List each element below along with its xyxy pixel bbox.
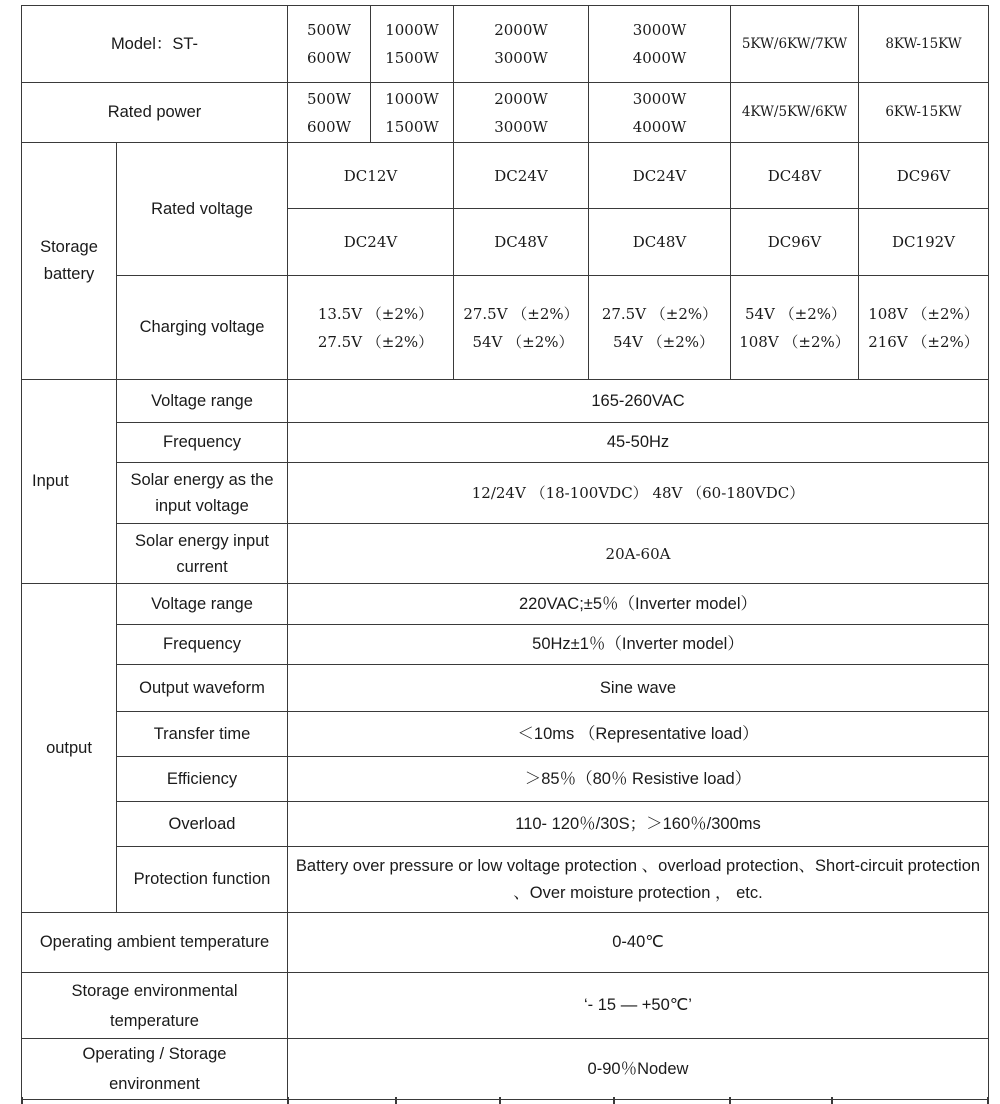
model-cell-6: 8KW-15KW	[859, 6, 989, 83]
model-label: Model：ST-	[22, 6, 288, 83]
model-value: 1000W	[385, 21, 439, 39]
charging-voltage-cell	[731, 276, 859, 380]
rated-power-cell-6: 6KW-15KW	[859, 83, 989, 143]
output-row-value: 50Hz±1％（Inverter model）	[288, 625, 989, 665]
input-row-value: 20A-60A	[288, 524, 989, 584]
table-border	[499, 1097, 501, 1104]
model-value: 2000W	[494, 21, 548, 39]
rated-power-cell-5: 4KW/5KW/6KW	[731, 83, 859, 143]
input-row-label: Voltage range	[117, 380, 288, 423]
rated-voltage-value: DC24V	[288, 209, 454, 276]
output-row-label: Protection function	[117, 847, 288, 913]
charging-voltage-value: 27.5V （±2%）	[317, 332, 434, 351]
model-value: 4000W	[632, 49, 687, 67]
charging-voltage-value: 27.5V （±2%）	[601, 304, 718, 323]
model-cell-3	[454, 6, 589, 83]
charging-voltage-cell	[859, 276, 989, 380]
humidity-label: Operating / Storage environment	[22, 1039, 288, 1100]
rated-voltage-value: DC24V	[454, 143, 589, 209]
rated-power-value: 500W	[306, 89, 352, 108]
input-row	[22, 524, 989, 584]
storage-temperature-row	[22, 973, 989, 1039]
storage-battery-group-label: Storage battery	[22, 143, 117, 380]
output-row	[22, 625, 989, 665]
rated-voltage-value: DC48V	[731, 143, 859, 209]
table-border	[831, 1097, 833, 1104]
model-value: 3000W	[494, 49, 548, 67]
model-value: 1500W	[385, 49, 439, 67]
charging-voltage-cell	[454, 276, 589, 380]
charging-voltage-value: 108V （±2%）	[739, 332, 850, 351]
rated-power-cell-4	[589, 83, 731, 143]
table-border	[987, 1097, 989, 1104]
rated-voltage-row-1	[22, 143, 989, 209]
output-row	[22, 665, 989, 712]
rated-voltage-value: DC12V	[288, 143, 454, 209]
input-row-value: 12/24V （18-100VDC） 48V （60-180VDC）	[288, 463, 989, 524]
rated-power-cell-1	[288, 83, 371, 143]
charging-voltage-value: 108V （±2%）	[868, 304, 979, 323]
specification-table	[21, 5, 989, 1100]
charging-voltage-row	[22, 276, 989, 380]
storage-temperature-value: ‘- 15 — +50℃’	[288, 973, 989, 1039]
input-row-value: 45-50Hz	[288, 423, 989, 463]
output-row-value: 220VAC;±5％（Inverter model）	[288, 584, 989, 625]
humidity-value: 0-90％Nodew	[288, 1039, 989, 1100]
output-row-value: Battery over pressure or low voltage protection 、overload protection、Short-circuit protection 、Over moisture protection ， etc.	[288, 847, 989, 913]
operating-temperature-row	[22, 913, 989, 973]
rated-power-value: 3000W	[494, 117, 548, 136]
rated-power-cell-2	[371, 83, 454, 143]
table-border	[613, 1097, 615, 1104]
output-row-label: Voltage range	[117, 584, 288, 625]
input-row-label: Frequency	[117, 423, 288, 463]
charging-voltage-value: 54V （±2%）	[472, 332, 574, 351]
model-cell-1	[288, 6, 371, 83]
rated-voltage-value: DC96V	[859, 143, 989, 209]
model-value: 500W	[306, 21, 352, 39]
rated-power-row	[22, 83, 989, 143]
table-border	[395, 1097, 397, 1104]
output-row-label: Overload	[117, 802, 288, 847]
output-row	[22, 847, 989, 913]
rated-power-value: 1000W	[385, 89, 439, 108]
charging-voltage-label: Charging voltage	[117, 276, 288, 380]
output-row-value: 110- 120％/30S；＞160％/300ms	[288, 802, 989, 847]
output-row-label: Output waveform	[117, 665, 288, 712]
rated-power-label: Rated power	[22, 83, 288, 143]
rated-voltage-value: DC48V	[589, 209, 731, 276]
rated-power-value: 2000W	[494, 89, 548, 108]
output-row	[22, 712, 989, 757]
output-row-value: Sine wave	[288, 665, 989, 712]
operating-temperature-value: 0-40℃	[288, 913, 989, 973]
rated-voltage-value: DC48V	[454, 209, 589, 276]
input-row	[22, 423, 989, 463]
charging-voltage-value: 216V （±2%）	[868, 332, 979, 351]
model-cell-4	[589, 6, 731, 83]
input-row	[22, 463, 989, 524]
rated-voltage-value: DC24V	[589, 143, 731, 209]
output-row-value: ＞85％（80％ Resistive load）	[288, 757, 989, 802]
charging-voltage-value: 54V （±2%）	[612, 332, 715, 351]
table-border	[729, 1097, 731, 1104]
rated-voltage-label: Rated voltage	[117, 143, 288, 276]
model-row	[22, 6, 989, 83]
table-border	[287, 1097, 289, 1104]
table-border	[21, 1097, 23, 1104]
output-row-label: Frequency	[117, 625, 288, 665]
output-group-label: output	[22, 584, 117, 913]
rated-power-value: 3000W	[632, 89, 687, 108]
storage-temperature-label: Storage environmental temperature	[22, 973, 288, 1039]
rated-voltage-value: DC96V	[731, 209, 859, 276]
output-row	[22, 584, 989, 625]
humidity-row	[22, 1039, 989, 1100]
charging-voltage-value: 13.5V （±2%）	[317, 304, 434, 323]
input-group-label: Input	[22, 380, 117, 584]
rated-power-value: 600W	[306, 117, 352, 136]
rated-power-cell-3	[454, 83, 589, 143]
charging-voltage-cell	[288, 276, 454, 380]
next-table-row-edge	[21, 1097, 988, 1104]
output-row	[22, 802, 989, 847]
input-row-label: Solar energy as the input voltage	[117, 463, 288, 524]
model-cell-2	[371, 6, 454, 83]
output-row	[22, 757, 989, 802]
model-value: 600W	[306, 49, 352, 67]
model-value: 3000W	[632, 21, 687, 39]
output-row-label: Efficiency	[117, 757, 288, 802]
charging-voltage-value: 27.5V （±2%）	[463, 304, 579, 323]
rated-power-value: 1500W	[385, 117, 439, 136]
operating-temperature-label: Operating ambient temperature	[22, 913, 288, 973]
rated-power-value: 4000W	[632, 117, 687, 136]
charging-voltage-cell	[589, 276, 731, 380]
input-row-value: 165-260VAC	[288, 380, 989, 423]
rated-voltage-value: DC192V	[859, 209, 989, 276]
output-row-value: ＜10ms （Representative load）	[288, 712, 989, 757]
input-row	[22, 380, 989, 423]
output-row-label: Transfer time	[117, 712, 288, 757]
model-cell-5: 5KW/6KW/7KW	[731, 6, 859, 83]
input-row-label: Solar energy input current	[117, 524, 288, 584]
charging-voltage-value: 54V （±2%）	[744, 304, 847, 323]
